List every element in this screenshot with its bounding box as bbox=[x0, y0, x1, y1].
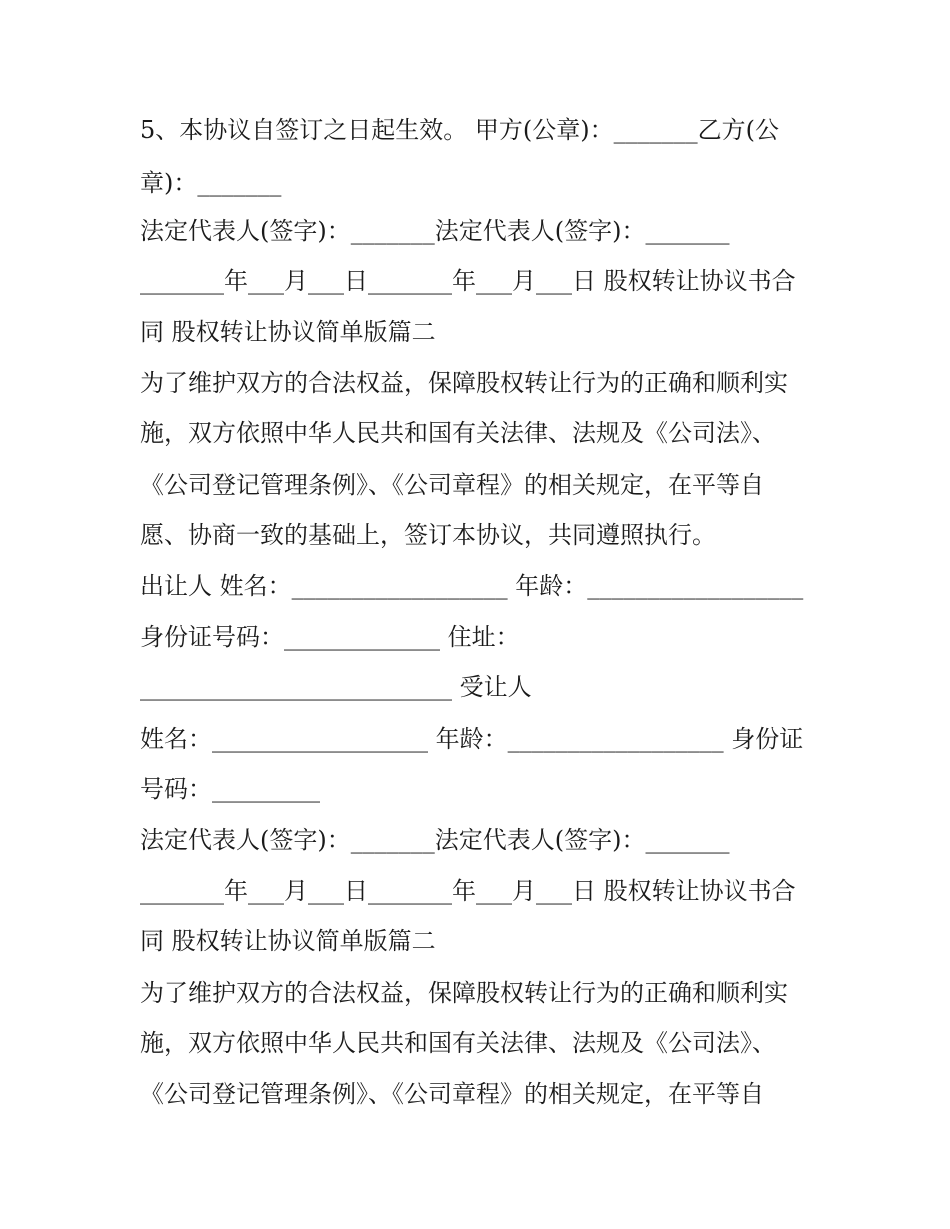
text-line: 为了维护双方的合法权益，保障股权转让行为的正确和顺利实 bbox=[140, 369, 788, 397]
text-line: 《公司登记管理条例》、《公司章程》的相关规定，在平等自 bbox=[140, 471, 764, 499]
text-line: 愿、协商一致的基础上，签订本协议，共同遵照执行。 bbox=[140, 521, 716, 549]
text-line: 姓名：__________________ 年龄：__________________ 身份证 bbox=[140, 725, 804, 753]
text-line: 出让人 姓名：__________________ 年龄：__________________ bbox=[140, 572, 804, 600]
text-line: 为了维护双方的合法权益，保障股权转让行为的正确和顺利实 bbox=[140, 979, 788, 1007]
text-line: 章)：_______ bbox=[140, 169, 282, 197]
text-line: 号码：_________ bbox=[140, 775, 320, 803]
text-line: 身份证号码：_____________ 住址： bbox=[140, 623, 520, 651]
text-line: 法定代表人(签字)：_______法定代表人(签字)：_______ bbox=[140, 217, 730, 245]
text-line: 同 股权转让协议简单版篇二 bbox=[140, 927, 436, 955]
text-line: _______年___月___日_______年___月___日 股权转让协议书合 bbox=[140, 267, 796, 295]
text-line: 法定代表人(签字)：_______法定代表人(签字)：_______ bbox=[140, 826, 730, 854]
text-line: 施，双方依照中华人民共和国有关法律、法规及《公司法》、 bbox=[140, 419, 776, 447]
text-line: __________________________ 受让人 bbox=[140, 673, 532, 701]
text-line: 5、本协议自签订之日起生效。 甲方(公章)：_______乙方(公 bbox=[140, 116, 779, 144]
text-line: _______年___月___日_______年___月___日 股权转让协议书合 bbox=[140, 877, 796, 905]
text-line: 施，双方依照中华人民共和国有关法律、法规及《公司法》、 bbox=[140, 1029, 776, 1057]
text-line: 同 股权转让协议简单版篇二 bbox=[140, 318, 436, 346]
text-line: 《公司登记管理条例》、《公司章程》的相关规定，在平等自 bbox=[140, 1080, 764, 1108]
